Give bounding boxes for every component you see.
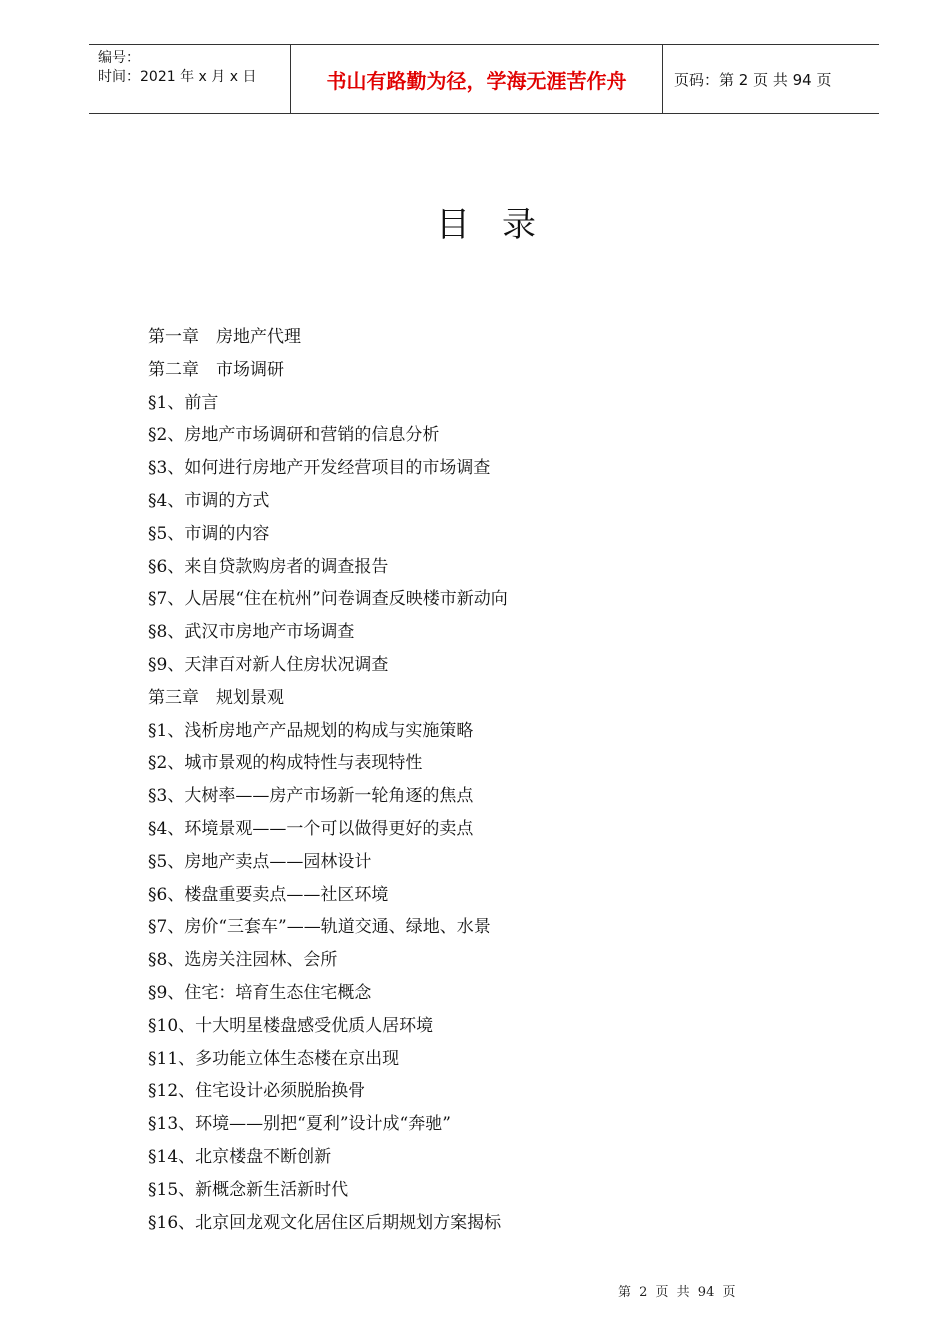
toc-entry[interactable]: §4、环境景观——一个可以做得更好的卖点	[148, 818, 474, 839]
toc-entry[interactable]: §10、十大明星楼盘感受优质人居环境	[148, 1015, 434, 1036]
toc-entry[interactable]: §2、城市景观的构成特性与表现特性	[148, 753, 423, 774]
document-number-label: 编号：	[98, 50, 140, 66]
page-header	[89, 44, 879, 114]
header-motto	[291, 45, 663, 113]
toc-entry[interactable]: 第一章 房地产代理	[148, 327, 301, 347]
toc-entry[interactable]: §3、大树率——房产市场新一轮角逐的焦点	[148, 786, 474, 807]
document-time-label: 时间：2021 年 x 月 x 日	[98, 69, 257, 85]
page-title: 目录	[436, 205, 568, 245]
toc-entry[interactable]: §4、市调的方式	[148, 490, 270, 511]
toc-entry[interactable]: §7、房价“三套车”——轨道交通、绿地、水景	[148, 917, 491, 938]
toc-entry[interactable]: §11、多功能立体生态楼在京出现	[148, 1048, 400, 1069]
toc-entry[interactable]: §6、楼盘重要卖点——社区环境	[148, 884, 389, 905]
toc-entry[interactable]: §9、住宅：培育生态住宅概念	[148, 982, 372, 1003]
toc-entry[interactable]: §12、住宅设计必须脱胎换骨	[148, 1081, 366, 1102]
toc-entry[interactable]: §16、北京回龙观文化居住区后期规划方案揭标	[148, 1212, 502, 1233]
toc-entry[interactable]: §9、天津百对新人住房状况调查	[148, 654, 389, 675]
toc-entry[interactable]: §3、如何进行房地产开发经营项目的市场调查	[148, 458, 491, 479]
toc-entry[interactable]: §1、前言	[148, 392, 219, 413]
toc-entry[interactable]: §2、房地产市场调研和营销的信息分析	[148, 425, 440, 446]
toc-entry[interactable]: §1、浅析房地产产品规划的构成与实施策略	[148, 720, 474, 741]
motto-text: 书山有路勤为径，学海无涯苦作舟	[326, 68, 627, 93]
toc-entry[interactable]: §8、选房关注园林、会所	[148, 950, 338, 971]
toc-entry[interactable]: §5、市调的内容	[148, 523, 270, 544]
page-info-text: 页码：第 2 页 共 94 页	[674, 70, 832, 89]
toc-entry[interactable]: §8、武汉市房地产市场调查	[148, 622, 355, 643]
toc-entry[interactable]: §14、北京楼盘不断创新	[148, 1146, 332, 1167]
header-page-info	[663, 45, 879, 113]
toc-entry[interactable]: §15、新概念新生活新时代	[148, 1179, 349, 1200]
toc-entry[interactable]: §13、环境——别把“夏利”设计成“奔驰”	[148, 1114, 451, 1135]
toc-entry[interactable]: §5、房地产卖点——园林设计	[148, 851, 372, 872]
toc-entry[interactable]: §7、人居展“住在杭州”问卷调查反映楼市新动向	[148, 589, 508, 610]
table-of-contents	[148, 325, 508, 1243]
header-meta	[89, 45, 291, 113]
page-footer: 第 2 页 共 94 页	[618, 1285, 736, 1300]
toc-entry[interactable]: 第二章 市场调研	[148, 359, 284, 380]
toc-entry[interactable]: §6、来自贷款购房者的调查报告	[148, 556, 389, 577]
toc-entry[interactable]: 第三章 规划景观	[148, 687, 284, 708]
